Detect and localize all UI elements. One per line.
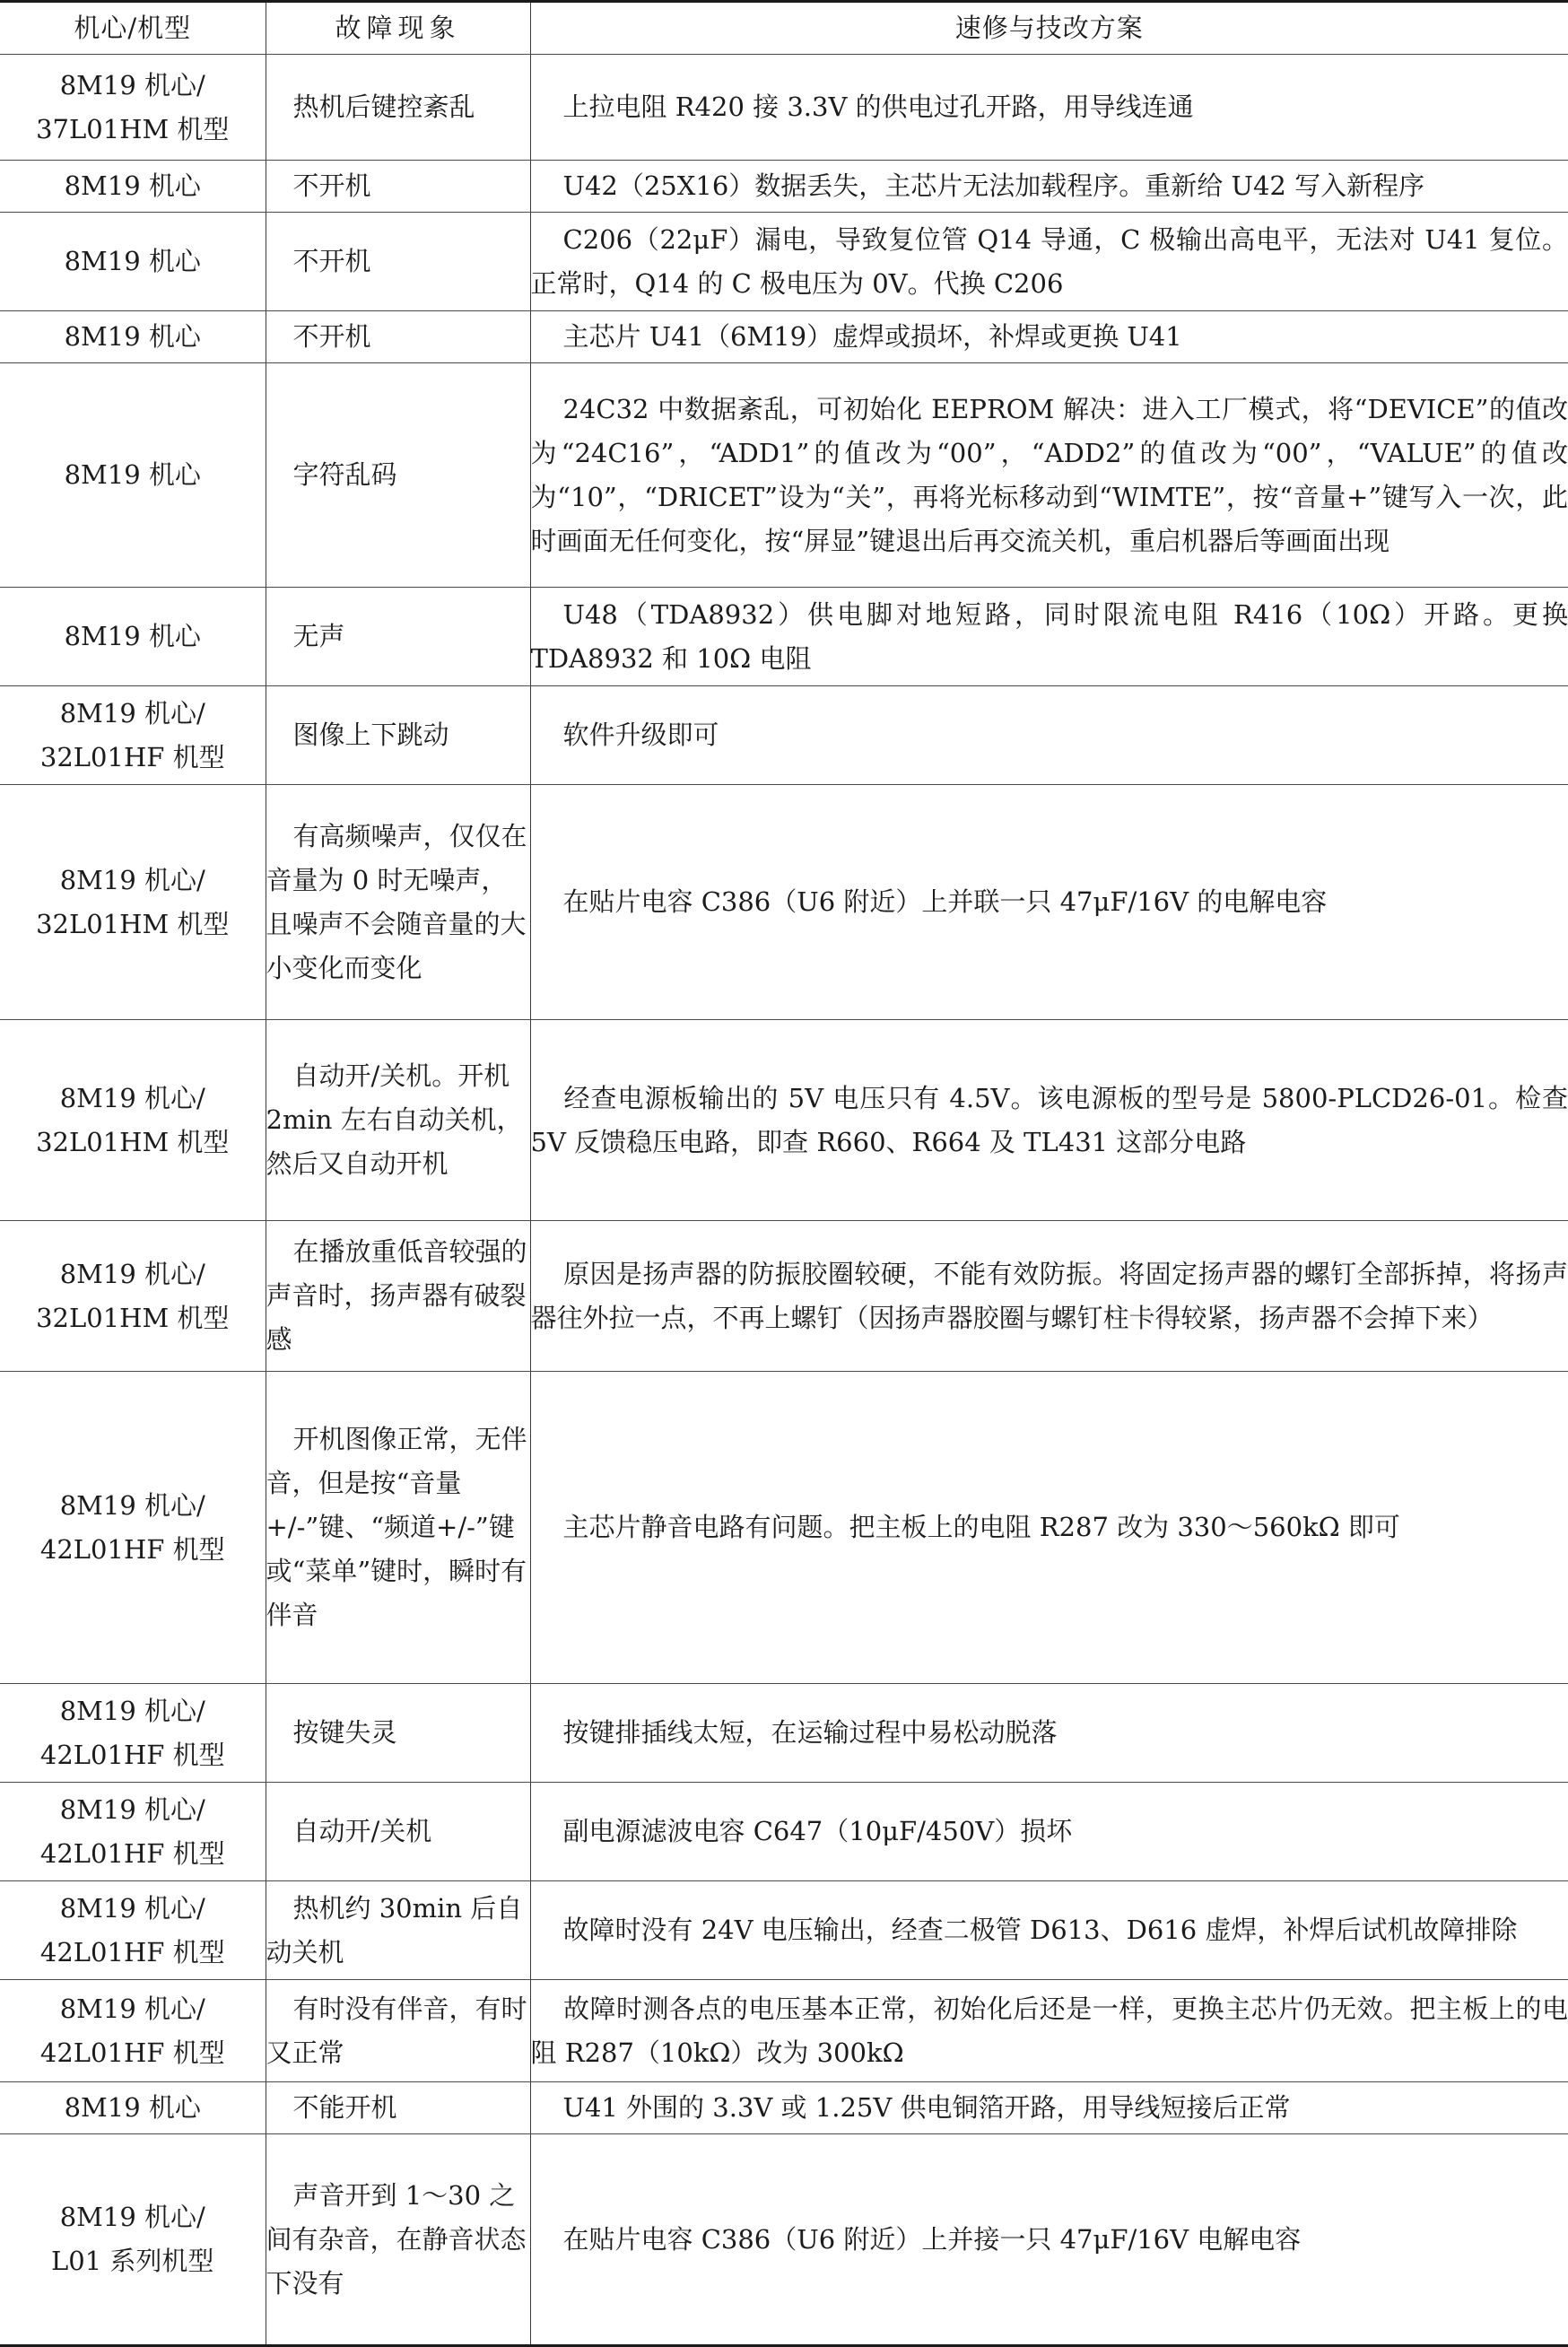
symptom-text: 声音开到 1～30 之间有杂音，在静音状态下没有 xyxy=(266,2180,527,2299)
table-row xyxy=(0,1372,1568,1684)
model-line: 32L01HM 机型 xyxy=(0,1296,266,1340)
symptom-text: 字符乱码 xyxy=(293,459,397,490)
table-row xyxy=(0,1783,1568,1881)
fix-text: 主芯片 U41（6M19）虚焊或损坏，补焊或更换 U41 xyxy=(563,321,1182,352)
model-line: 8M19 机心 xyxy=(0,315,266,359)
header-model: 机心/机型 xyxy=(0,2,266,55)
cell-fix xyxy=(530,2134,1568,2346)
model-line: 8M19 机心/ xyxy=(0,1788,266,1832)
fix-text: 经查电源板输出的 5V 电压只有 4.5V。该电源板的型号是 5800-PLCD26-01。检查 5V 反馈稳压电路，即查 R660、R664 及 TL431 这部分电路 xyxy=(531,1083,1568,1157)
table-row xyxy=(0,1980,1568,2082)
model-line: 32L01HF 机型 xyxy=(0,736,266,780)
model-line: 8M19 机心 xyxy=(0,240,266,284)
cell-model xyxy=(0,213,266,311)
model-line: 8M19 机心/ xyxy=(0,1484,266,1528)
cell-symptom xyxy=(266,161,530,213)
fix-text: U48（TDA8932）供电脚对地短路，同时限流电阻 R416（10Ω）开路。更换 TDA8932 和 10Ω 电阻 xyxy=(531,599,1568,674)
symptom-text: 在播放重低音较强的声音时，扬声器有破裂感 xyxy=(266,1236,527,1355)
table-row xyxy=(0,785,1568,1020)
symptom-text: 不开机 xyxy=(293,170,371,201)
symptom-text: 按键失灵 xyxy=(293,1717,397,1748)
symptom-text: 热机约 30min 后自动关机 xyxy=(266,1893,523,1967)
fix-text: 主芯片静音电路有问题。把主板上的电阻 R287 改为 330～560kΩ 即可 xyxy=(563,1512,1400,1542)
cell-fix xyxy=(530,1684,1568,1783)
cell-model xyxy=(0,1020,266,1221)
cell-model xyxy=(0,1221,266,1372)
model-line: 8M19 机心/ xyxy=(0,1252,266,1296)
fix-text: 故障时没有 24V 电压输出，经查二极管 D613、D616 虚焊，补焊后试机故障排除 xyxy=(563,1915,1518,1945)
table-row xyxy=(0,2134,1568,2346)
header-symptom: 故障现象 xyxy=(266,2,530,55)
cell-symptom xyxy=(266,1783,530,1881)
cell-model xyxy=(0,55,266,161)
table-row xyxy=(0,55,1568,161)
model-line: 8M19 机心/ xyxy=(0,64,266,108)
fix-text: 软件升级即可 xyxy=(563,720,719,750)
model-line: 42L01HF 机型 xyxy=(0,2031,266,2075)
table-row xyxy=(0,1684,1568,1783)
fix-text: 24C32 中数据紊乱，可初始化 EEPROM 解决：进入工厂模式，将“DEVICE”的值改为“24C16”，“ADD1”的值改为“00”，“ADD2”的值改为“00”，“VALUE”的值改为“10”，“DRICET”设为“关”，再将光标移动到“WIMTE”，按“音量+”键写入一次，此时画面无任何变化，按“屏显”键退出后再交流关机，重启机器后等画面出现 xyxy=(531,394,1568,556)
cell-fix xyxy=(530,213,1568,311)
model-line: 8M19 机心/ xyxy=(0,859,266,903)
cell-fix xyxy=(530,785,1568,1020)
cell-symptom xyxy=(266,1020,530,1221)
fix-text: 上拉电阻 R420 接 3.3V 的供电过孔开路，用导线连通 xyxy=(563,92,1194,122)
symptom-text: 开机图像正常，无伴音，但是按“音量+/-”键、“频道+/-”键或“菜单”键时，瞬时有伴音 xyxy=(266,1424,527,1630)
table-row xyxy=(0,588,1568,686)
cell-symptom xyxy=(266,1372,530,1684)
model-line: 32L01HM 机型 xyxy=(0,1121,266,1165)
model-line: 8M19 机心 xyxy=(0,2086,266,2130)
cell-fix xyxy=(530,161,1568,213)
cell-fix xyxy=(530,55,1568,161)
fix-text: 副电源滤波电容 C647（10μF/450V）损坏 xyxy=(563,1816,1073,1846)
cell-model xyxy=(0,1372,266,1684)
model-line: 42L01HF 机型 xyxy=(0,1832,266,1876)
fix-text: 按键排插线太短，在运输过程中易松动脱落 xyxy=(563,1717,1058,1748)
model-line: 8M19 机心/ xyxy=(0,1689,266,1733)
table-row xyxy=(0,363,1568,588)
cell-model xyxy=(0,1980,266,2082)
model-line: 42L01HF 机型 xyxy=(0,1528,266,1572)
model-line: 32L01HM 机型 xyxy=(0,903,266,947)
cell-fix xyxy=(530,1783,1568,1881)
symptom-text: 不开机 xyxy=(293,246,371,276)
cell-fix xyxy=(530,2082,1568,2134)
cell-model xyxy=(0,588,266,686)
model-line: 8M19 机心 xyxy=(0,164,266,208)
cell-symptom xyxy=(266,1980,530,2082)
cell-fix xyxy=(530,1020,1568,1221)
symptom-text: 有时没有伴音，有时又正常 xyxy=(266,1994,527,2068)
cell-symptom xyxy=(266,55,530,161)
cell-fix xyxy=(530,311,1568,363)
cell-model xyxy=(0,1783,266,1881)
fix-text: U41 外围的 3.3V 或 1.25V 供电铜箔开路，用导线短接后正常 xyxy=(563,2092,1291,2123)
fix-text: C206（22μF）漏电，导致复位管 Q14 导通，C 极输出高电平，无法对 U41 复位。正常时，Q14 的 C 极电压为 0V。代换 C206 xyxy=(531,224,1568,299)
model-line: L01 系列机型 xyxy=(0,2239,266,2283)
cell-fix xyxy=(530,1881,1568,1980)
cell-fix xyxy=(530,363,1568,588)
symptom-text: 不开机 xyxy=(293,321,371,352)
table-row xyxy=(0,1881,1568,1980)
symptom-text: 自动开/关机 xyxy=(293,1816,432,1846)
cell-model xyxy=(0,2134,266,2346)
fix-text: 在贴片电容 C386（U6 附近）上并接一只 47μF/16V 电解电容 xyxy=(563,2224,1302,2255)
cell-symptom xyxy=(266,213,530,311)
table-row xyxy=(0,2082,1568,2134)
cell-fix xyxy=(530,1221,1568,1372)
cell-model xyxy=(0,686,266,785)
model-line: 42L01HF 机型 xyxy=(0,1733,266,1777)
model-line: 37L01HM 机型 xyxy=(0,108,266,152)
fix-text: 故障时测各点的电压基本正常，初始化后还是一样，更换主芯片仍无效。把主板上的电阻 R287（10kΩ）改为 300kΩ xyxy=(531,1994,1568,2068)
fix-text: 在贴片电容 C386（U6 附近）上并联一只 47μF/16V 的电解电容 xyxy=(563,886,1328,917)
cell-model xyxy=(0,785,266,1020)
cell-symptom xyxy=(266,2082,530,2134)
cell-symptom xyxy=(266,1221,530,1372)
model-line: 8M19 机心/ xyxy=(0,1887,266,1931)
model-line: 42L01HF 机型 xyxy=(0,1931,266,1975)
cell-model xyxy=(0,1881,266,1980)
cell-symptom xyxy=(266,1684,530,1783)
cell-symptom xyxy=(266,1881,530,1980)
table-row xyxy=(0,1221,1568,1372)
cell-symptom xyxy=(266,686,530,785)
cell-fix xyxy=(530,1372,1568,1684)
model-line: 8M19 机心/ xyxy=(0,692,266,736)
cell-symptom xyxy=(266,2134,530,2346)
table-row xyxy=(0,213,1568,311)
symptom-text: 无声 xyxy=(293,621,345,651)
symptom-text: 自动开/关机。开机 2min 左右自动关机，然后又自动开机 xyxy=(266,1060,523,1179)
table-row xyxy=(0,161,1568,213)
cell-symptom xyxy=(266,785,530,1020)
header-row xyxy=(0,2,1568,55)
model-line: 8M19 机心/ xyxy=(0,1987,266,2031)
symptom-text: 有高频噪声，仅仅在音量为 0 时无噪声，且噪声不会随音量的大小变化而变化 xyxy=(266,821,527,983)
cell-symptom xyxy=(266,588,530,686)
cell-symptom xyxy=(266,363,530,588)
model-line: 8M19 机心 xyxy=(0,615,266,659)
fix-text: 原因是扬声器的防振胶圈较硬，不能有效防振。将固定扬声器的螺钉全部拆掉，将扬声器往外拉一点，不再上螺钉（因扬声器胶圈与螺钉柱卡得较紧，扬声器不会掉下来） xyxy=(531,1259,1568,1333)
cell-fix xyxy=(530,588,1568,686)
cell-fix xyxy=(530,686,1568,785)
model-line: 8M19 机心 xyxy=(0,453,266,497)
symptom-text: 不能开机 xyxy=(293,2092,397,2123)
cell-model xyxy=(0,1684,266,1783)
cell-model xyxy=(0,161,266,213)
model-line: 8M19 机心/ xyxy=(0,1077,266,1121)
header-fix: 速修与技改方案 xyxy=(530,2,1568,55)
cell-fix xyxy=(530,1980,1568,2082)
cell-symptom xyxy=(266,311,530,363)
fix-text: U42（25X16）数据丢失，主芯片无法加载程序。重新给 U42 写入新程序 xyxy=(563,170,1425,201)
table-row xyxy=(0,1020,1568,1221)
cell-model xyxy=(0,2082,266,2134)
cell-model xyxy=(0,363,266,588)
table-row xyxy=(0,686,1568,785)
table-row xyxy=(0,311,1568,363)
symptom-text: 图像上下跳动 xyxy=(293,720,449,750)
symptom-text: 热机后键控紊乱 xyxy=(293,92,475,122)
cell-model xyxy=(0,311,266,363)
model-line: 8M19 机心/ xyxy=(0,2195,266,2239)
